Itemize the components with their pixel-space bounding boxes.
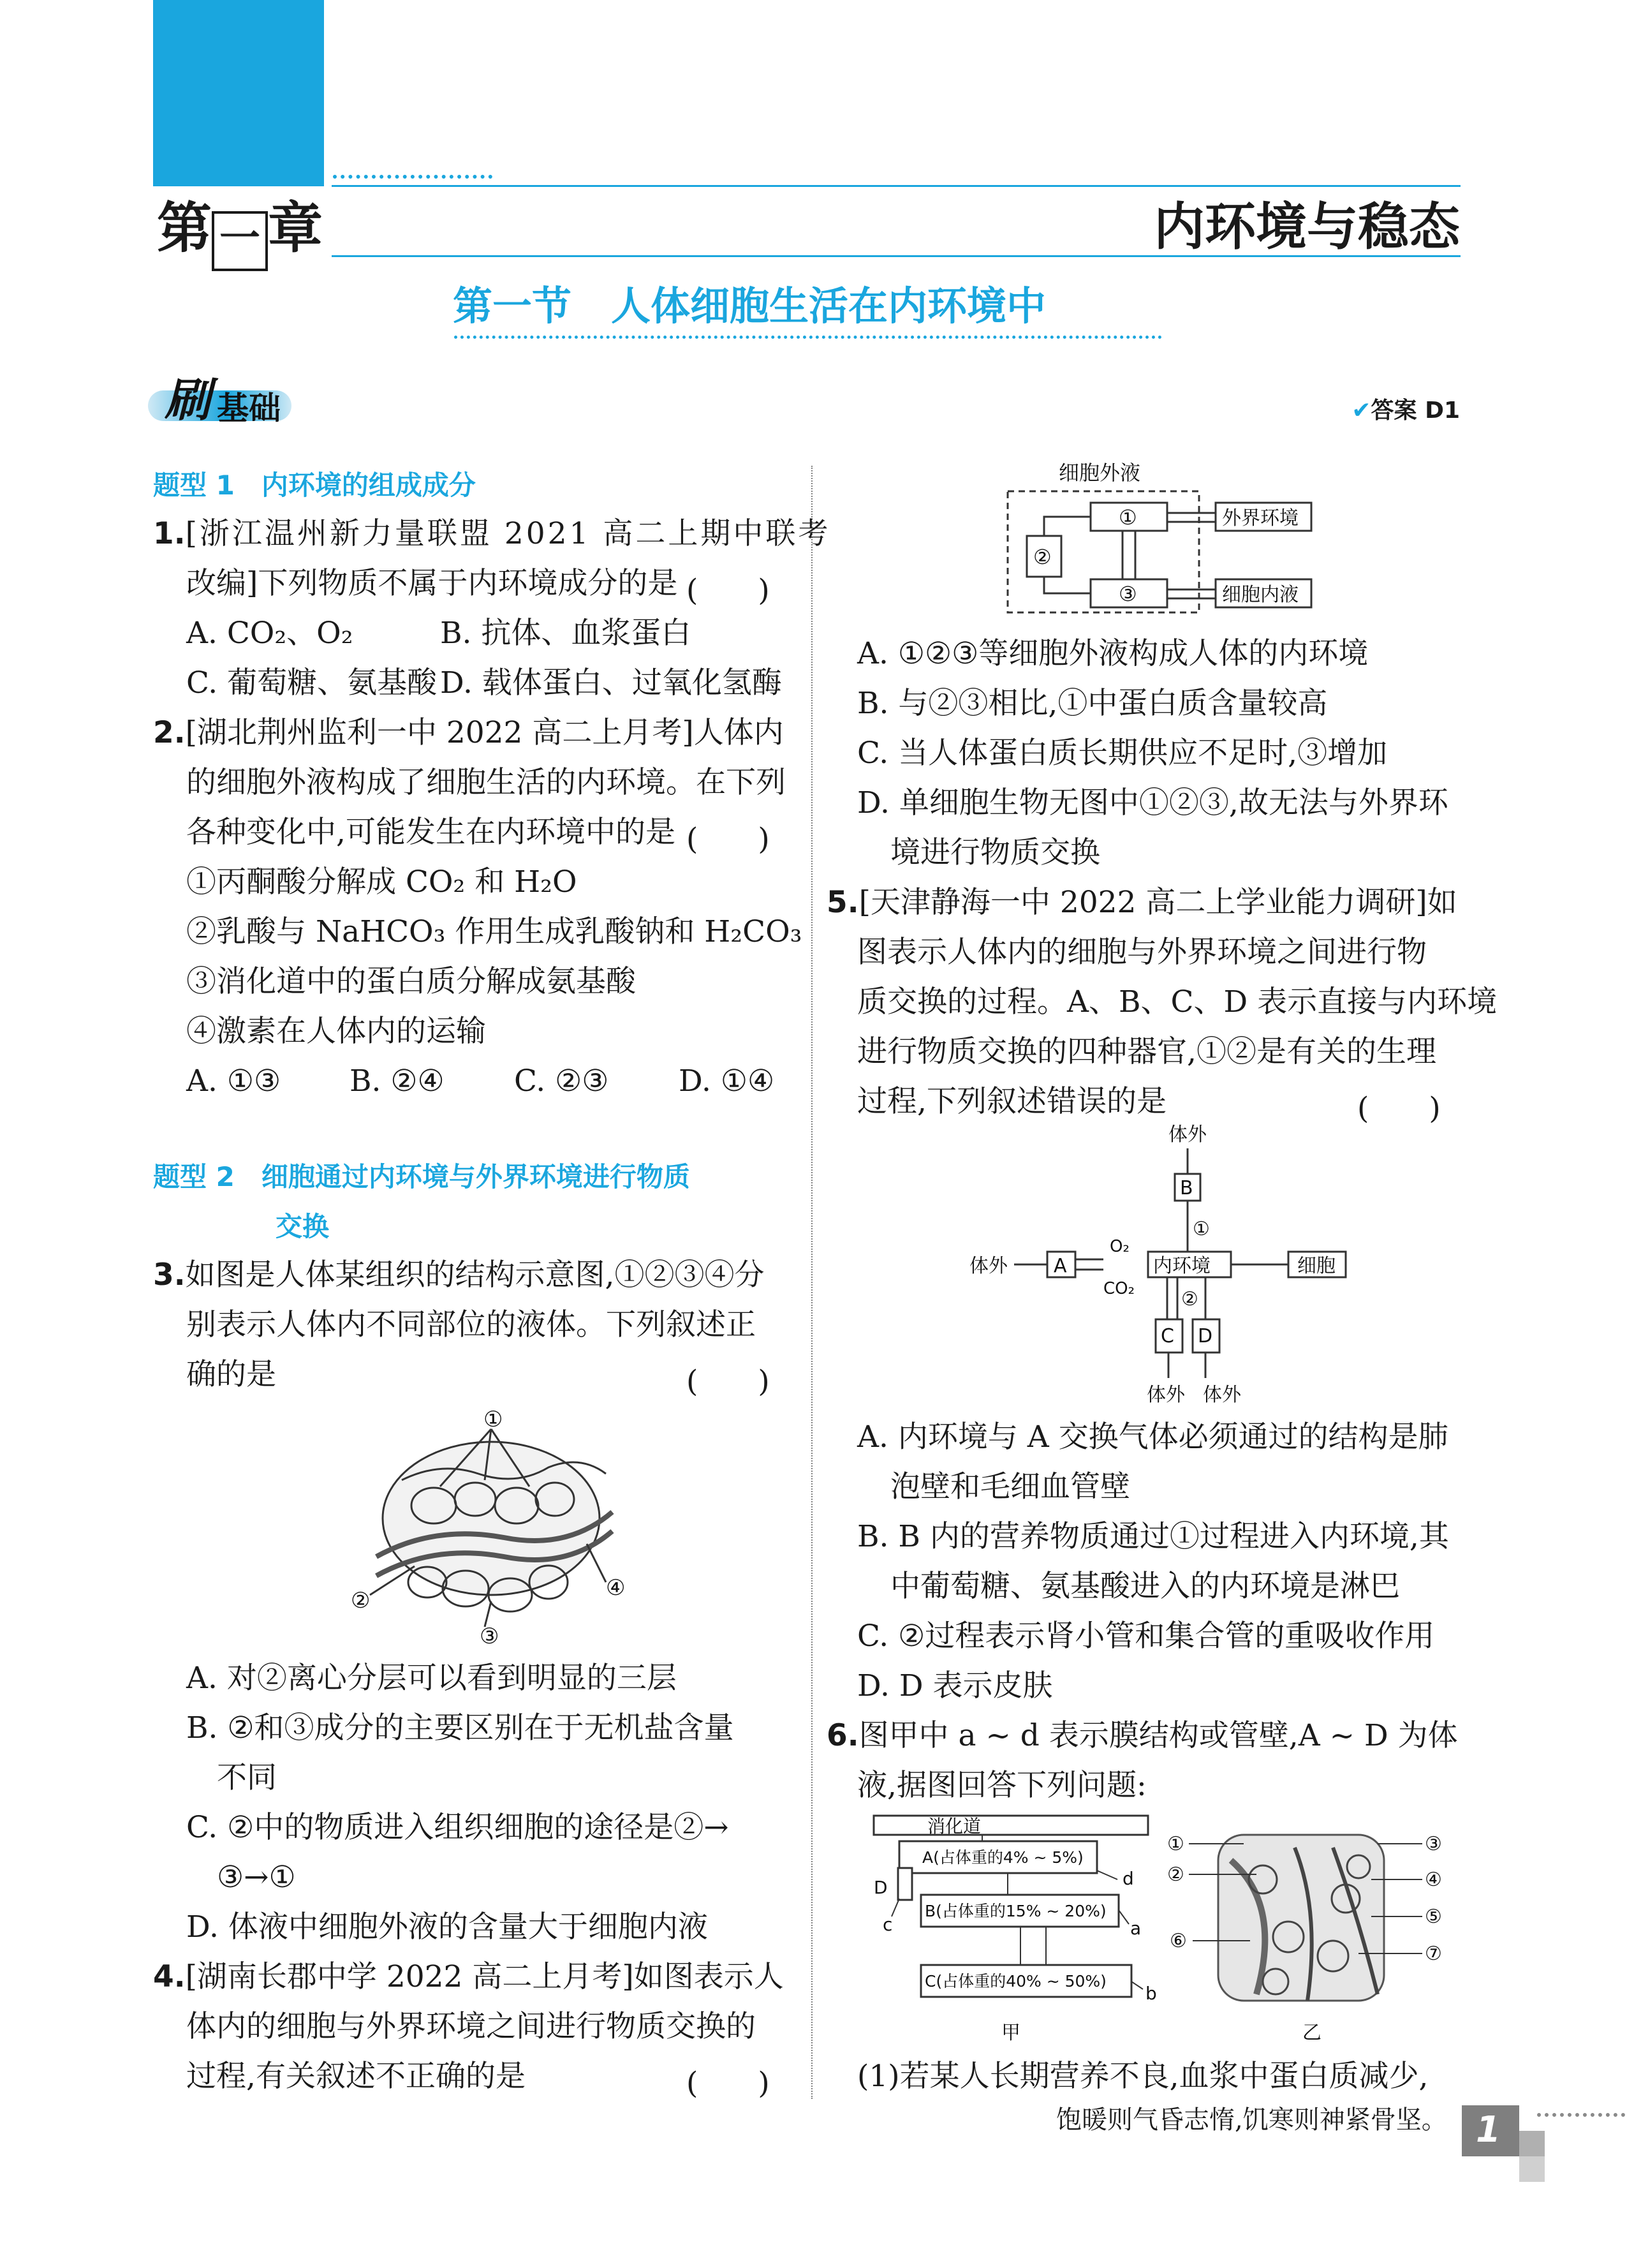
- q3-fig-label-3: ③: [480, 1624, 499, 1646]
- q2-option-d: D. ①④: [679, 1064, 775, 1099]
- q2-line1: 2.[湖北荆州监利一中 2022 高二上月考]人体内: [153, 715, 784, 750]
- footer-dots: [1537, 2113, 1627, 2117]
- q1-answer-paren: ( ): [686, 573, 770, 608]
- q3-fig-label-4: ④: [606, 1575, 626, 1601]
- svg-text:A(占体重的4% ~ 5%): A(占体重的4% ~ 5%): [922, 1848, 1084, 1867]
- banner-label: 基础: [217, 390, 281, 427]
- q2-item-3: ③消化道中的蛋白质分解成氨基酸: [186, 964, 636, 999]
- footer-motto: 饱暖则气昏志惰,饥寒则神紧骨坚。: [1056, 2105, 1447, 2135]
- chapter-label: 第 一 章: [157, 196, 323, 271]
- type2-heading-line2: 交换: [276, 1211, 330, 1242]
- q6-yi-label-3: ③: [1425, 1833, 1442, 1855]
- q6-yi-label-2: ②: [1167, 1864, 1184, 1886]
- q3-line3: 确的是: [186, 1357, 276, 1392]
- q2-item-2: ②乳酸与 NaHCO₃ 作用生成乳酸钠和 H₂CO₃: [186, 914, 802, 949]
- q4-option-d-cont: 境进行物质交换: [890, 835, 1100, 870]
- q5-line4: 进行物质交换的四种器官,①②是有关的生理: [857, 1034, 1436, 1069]
- svg-text:B(占体重的15% ~ 20%): B(占体重的15% ~ 20%): [925, 1902, 1107, 1920]
- type1-heading: 题型 1 内环境的组成成分: [153, 470, 476, 501]
- q3-fig-label-1: ①: [483, 1407, 503, 1432]
- q6-caption-yi: 乙: [1302, 2022, 1321, 2044]
- type2-heading: 题型 2 细胞通过内环境与外界环境进行物质: [153, 1161, 690, 1192]
- q3-tissue-figure: [338, 1404, 644, 1646]
- q6-figure-yi: [1167, 1809, 1461, 2045]
- q5-line5: 过程,下列叙述错误的是: [857, 1084, 1167, 1119]
- header-dotted-line: [333, 175, 492, 179]
- svg-text:CO₂: CO₂: [1103, 1279, 1135, 1298]
- q2-item-1: ①丙酮酸分解成 CO₂ 和 H₂O: [186, 864, 577, 900]
- svg-text:细胞内液: 细胞内液: [1222, 584, 1299, 606]
- q6-box-d: [898, 1868, 912, 1900]
- svg-text:内环境: 内环境: [1153, 1255, 1211, 1277]
- q5-option-a-cont: 泡壁和毛细血管壁: [890, 1469, 1130, 1504]
- q2-line3: 各种变化中,可能发生在内环境中的是: [186, 815, 675, 850]
- q2-option-c: C. ②③: [514, 1064, 609, 1099]
- q5-line1: 5.[天津静海一中 2022 高二上学业能力调研]如: [827, 885, 1457, 920]
- svg-text:①: ①: [1119, 505, 1137, 530]
- q4-diagram: [995, 454, 1333, 620]
- q4-number: 4.: [153, 1959, 186, 1994]
- svg-text:c: c: [883, 1914, 893, 1935]
- q6-yi-label-7: ⑦: [1425, 1943, 1442, 1965]
- q3-answer-paren: ( ): [686, 1364, 770, 1399]
- q3-option-d: D. 体液中细胞外液的含量大于细胞内液: [186, 1909, 708, 1945]
- q2-line2: 的细胞外液构成了细胞生活的内环境。在下列: [186, 765, 786, 800]
- answer-ref: ✔答案 D1: [1351, 397, 1460, 424]
- q3-fig-label-2: ②: [351, 1588, 371, 1613]
- svg-text:②: ②: [1033, 545, 1052, 569]
- chapter-number: 一: [212, 211, 268, 271]
- svg-text:D: D: [1198, 1325, 1213, 1347]
- svg-text:外界环境: 外界环境: [1222, 507, 1299, 530]
- q6-figure-jia: [855, 1809, 1174, 2045]
- q3-line2: 别表示人体内不同部位的液体。下列叙述正: [186, 1307, 756, 1342]
- header-rule: [332, 185, 1461, 187]
- q6-line2: 液,据图回答下列问题:: [857, 1768, 1147, 1803]
- header-accent-block: [153, 0, 324, 186]
- q6-yi-label-1: ①: [1167, 1833, 1184, 1855]
- q4-option-c: C. 当人体蛋白质长期供应不足时,③增加: [857, 736, 1388, 771]
- banner-badge: 刷: [165, 373, 211, 427]
- q2-item-4: ④激素在人体内的运输: [186, 1014, 486, 1049]
- page-corner-box-2: [1519, 2156, 1545, 2182]
- svg-text:d: d: [1123, 1868, 1134, 1889]
- q3-line1: 3.如图是人体某组织的结构示意图,①②③④分: [153, 1257, 765, 1293]
- page-number: 1: [1476, 2109, 1501, 2151]
- q1-line1: 1.[浙江温州新力量联盟 2021 高二上期中联考: [153, 516, 831, 551]
- q4-line3: 过程,有关叙述不正确的是: [186, 2059, 526, 2094]
- q5-option-b-cont: 中葡萄糖、氨基酸进入的内环境是淋巴: [890, 1569, 1400, 1604]
- q5-fig-outside-d: 体外: [1203, 1384, 1241, 1406]
- svg-text:O₂: O₂: [1110, 1237, 1130, 1256]
- q4-line1: 4.[湖南长郡中学 2022 高二上月考]如图表示人: [153, 1959, 784, 1994]
- svg-text:C(占体重的40% ~ 50%): C(占体重的40% ~ 50%): [925, 1972, 1107, 1990]
- q1-number: 1.: [153, 516, 186, 551]
- q3-option-b: B. ②和③成分的主要区别在于无机盐含量: [186, 1710, 734, 1745]
- q5-diagram: [950, 1116, 1371, 1410]
- svg-text:C: C: [1161, 1325, 1174, 1347]
- q5-line3: 质交换的过程。A、B、C、D 表示直接与内环境: [857, 984, 1498, 1019]
- svg-text:②: ②: [1181, 1288, 1198, 1310]
- q6-yi-label-5: ⑤: [1425, 1906, 1442, 1928]
- q5-fig-outside-c: 体外: [1147, 1384, 1185, 1406]
- check-icon: ✔: [1351, 397, 1371, 424]
- q6-sub1: (1)若某人长期营养不良,血浆中蛋白质减少,: [857, 2059, 1429, 2094]
- chapter-title: 内环境与稳态: [1154, 197, 1460, 256]
- q6-caption-jia: 甲: [1001, 2022, 1020, 2044]
- q2-number: 2.: [153, 715, 186, 750]
- svg-text:③: ③: [1119, 582, 1137, 606]
- svg-text:细胞: 细胞: [1297, 1255, 1336, 1277]
- q3-option-a: A. 对②离心分层可以看到明显的三层: [186, 1661, 677, 1696]
- q6-line1: 6.图甲中 a ~ d 表示膜结构或管壁,A ~ D 为体: [827, 1718, 1458, 1753]
- q5-fig-outside-left: 体外: [969, 1255, 1008, 1277]
- q3-number: 3.: [153, 1257, 186, 1293]
- q5-option-a: A. 内环境与 A 交换气体必须通过的结构是肺: [857, 1419, 1448, 1455]
- q6-number: 6.: [827, 1718, 859, 1753]
- q4-fig-title: 细胞外液: [1059, 461, 1141, 485]
- q4-option-a: A. ①②③等细胞外液构成人体的内环境: [857, 636, 1369, 671]
- q3-option-c: C. ②中的物质进入组织细胞的途径是②→: [186, 1810, 729, 1845]
- column-divider: [811, 466, 813, 2099]
- q6-yi-label-6: ⑥: [1170, 1930, 1187, 1952]
- q1-option-a: A. CO₂、O₂: [186, 616, 353, 651]
- svg-text:b: b: [1145, 1983, 1157, 2004]
- q5-option-c: C. ②过程表示肾小管和集合管的重吸收作用: [857, 1619, 1435, 1654]
- section-title-underline: [454, 336, 1162, 339]
- q6-yi-label-4: ④: [1425, 1869, 1442, 1891]
- svg-text:A: A: [1054, 1255, 1067, 1277]
- q5-option-d: D. D 表示皮肤: [857, 1668, 1053, 1703]
- q5-answer-paren: ( ): [1357, 1091, 1441, 1126]
- q5-number: 5.: [827, 885, 859, 920]
- svg-text:①: ①: [1193, 1218, 1210, 1240]
- q3-option-c-cont: ③→①: [217, 1860, 296, 1895]
- q1-option-c: C. 葡萄糖、氨基酸: [186, 665, 438, 700]
- svg-text:a: a: [1130, 1918, 1142, 1939]
- q1-line2: 改编]下列物质不属于内环境成分的是: [186, 566, 678, 601]
- q4-option-d: D. 单细胞生物无图中①②③,故无法与外界环: [857, 785, 1448, 820]
- q1-option-d: D. 载体蛋白、过氧化氢酶: [440, 665, 782, 700]
- q5-line2: 图表示人体内的细胞与外界环境之间进行物: [857, 935, 1427, 970]
- svg-text:D: D: [874, 1877, 888, 1898]
- q2-option-b: B. ②④: [350, 1064, 445, 1099]
- section-title: 第一节 人体细胞生活在内环境中: [453, 283, 1047, 329]
- q4-answer-paren: ( ): [686, 2066, 770, 2101]
- q5-option-b: B. B 内的营养物质通过①过程进入内环境,其: [857, 1519, 1449, 1554]
- svg-text:消化道: 消化道: [927, 1816, 982, 1837]
- q4-line2: 体内的细胞与外界环境之间进行物质交换的: [186, 2009, 756, 2044]
- q2-answer-paren: ( ): [686, 822, 770, 857]
- q5-fig-outside-top: 体外: [1168, 1123, 1207, 1146]
- page-corner-box-1: [1519, 2131, 1545, 2156]
- q2-option-a: A. ①③: [186, 1064, 281, 1099]
- q1-option-b: B. 抗体、血浆蛋白: [440, 616, 691, 651]
- q4-option-b: B. 与②③相比,①中蛋白质含量较高: [857, 686, 1328, 721]
- q3-option-b-cont: 不同: [217, 1760, 277, 1795]
- svg-text:B: B: [1180, 1177, 1193, 1199]
